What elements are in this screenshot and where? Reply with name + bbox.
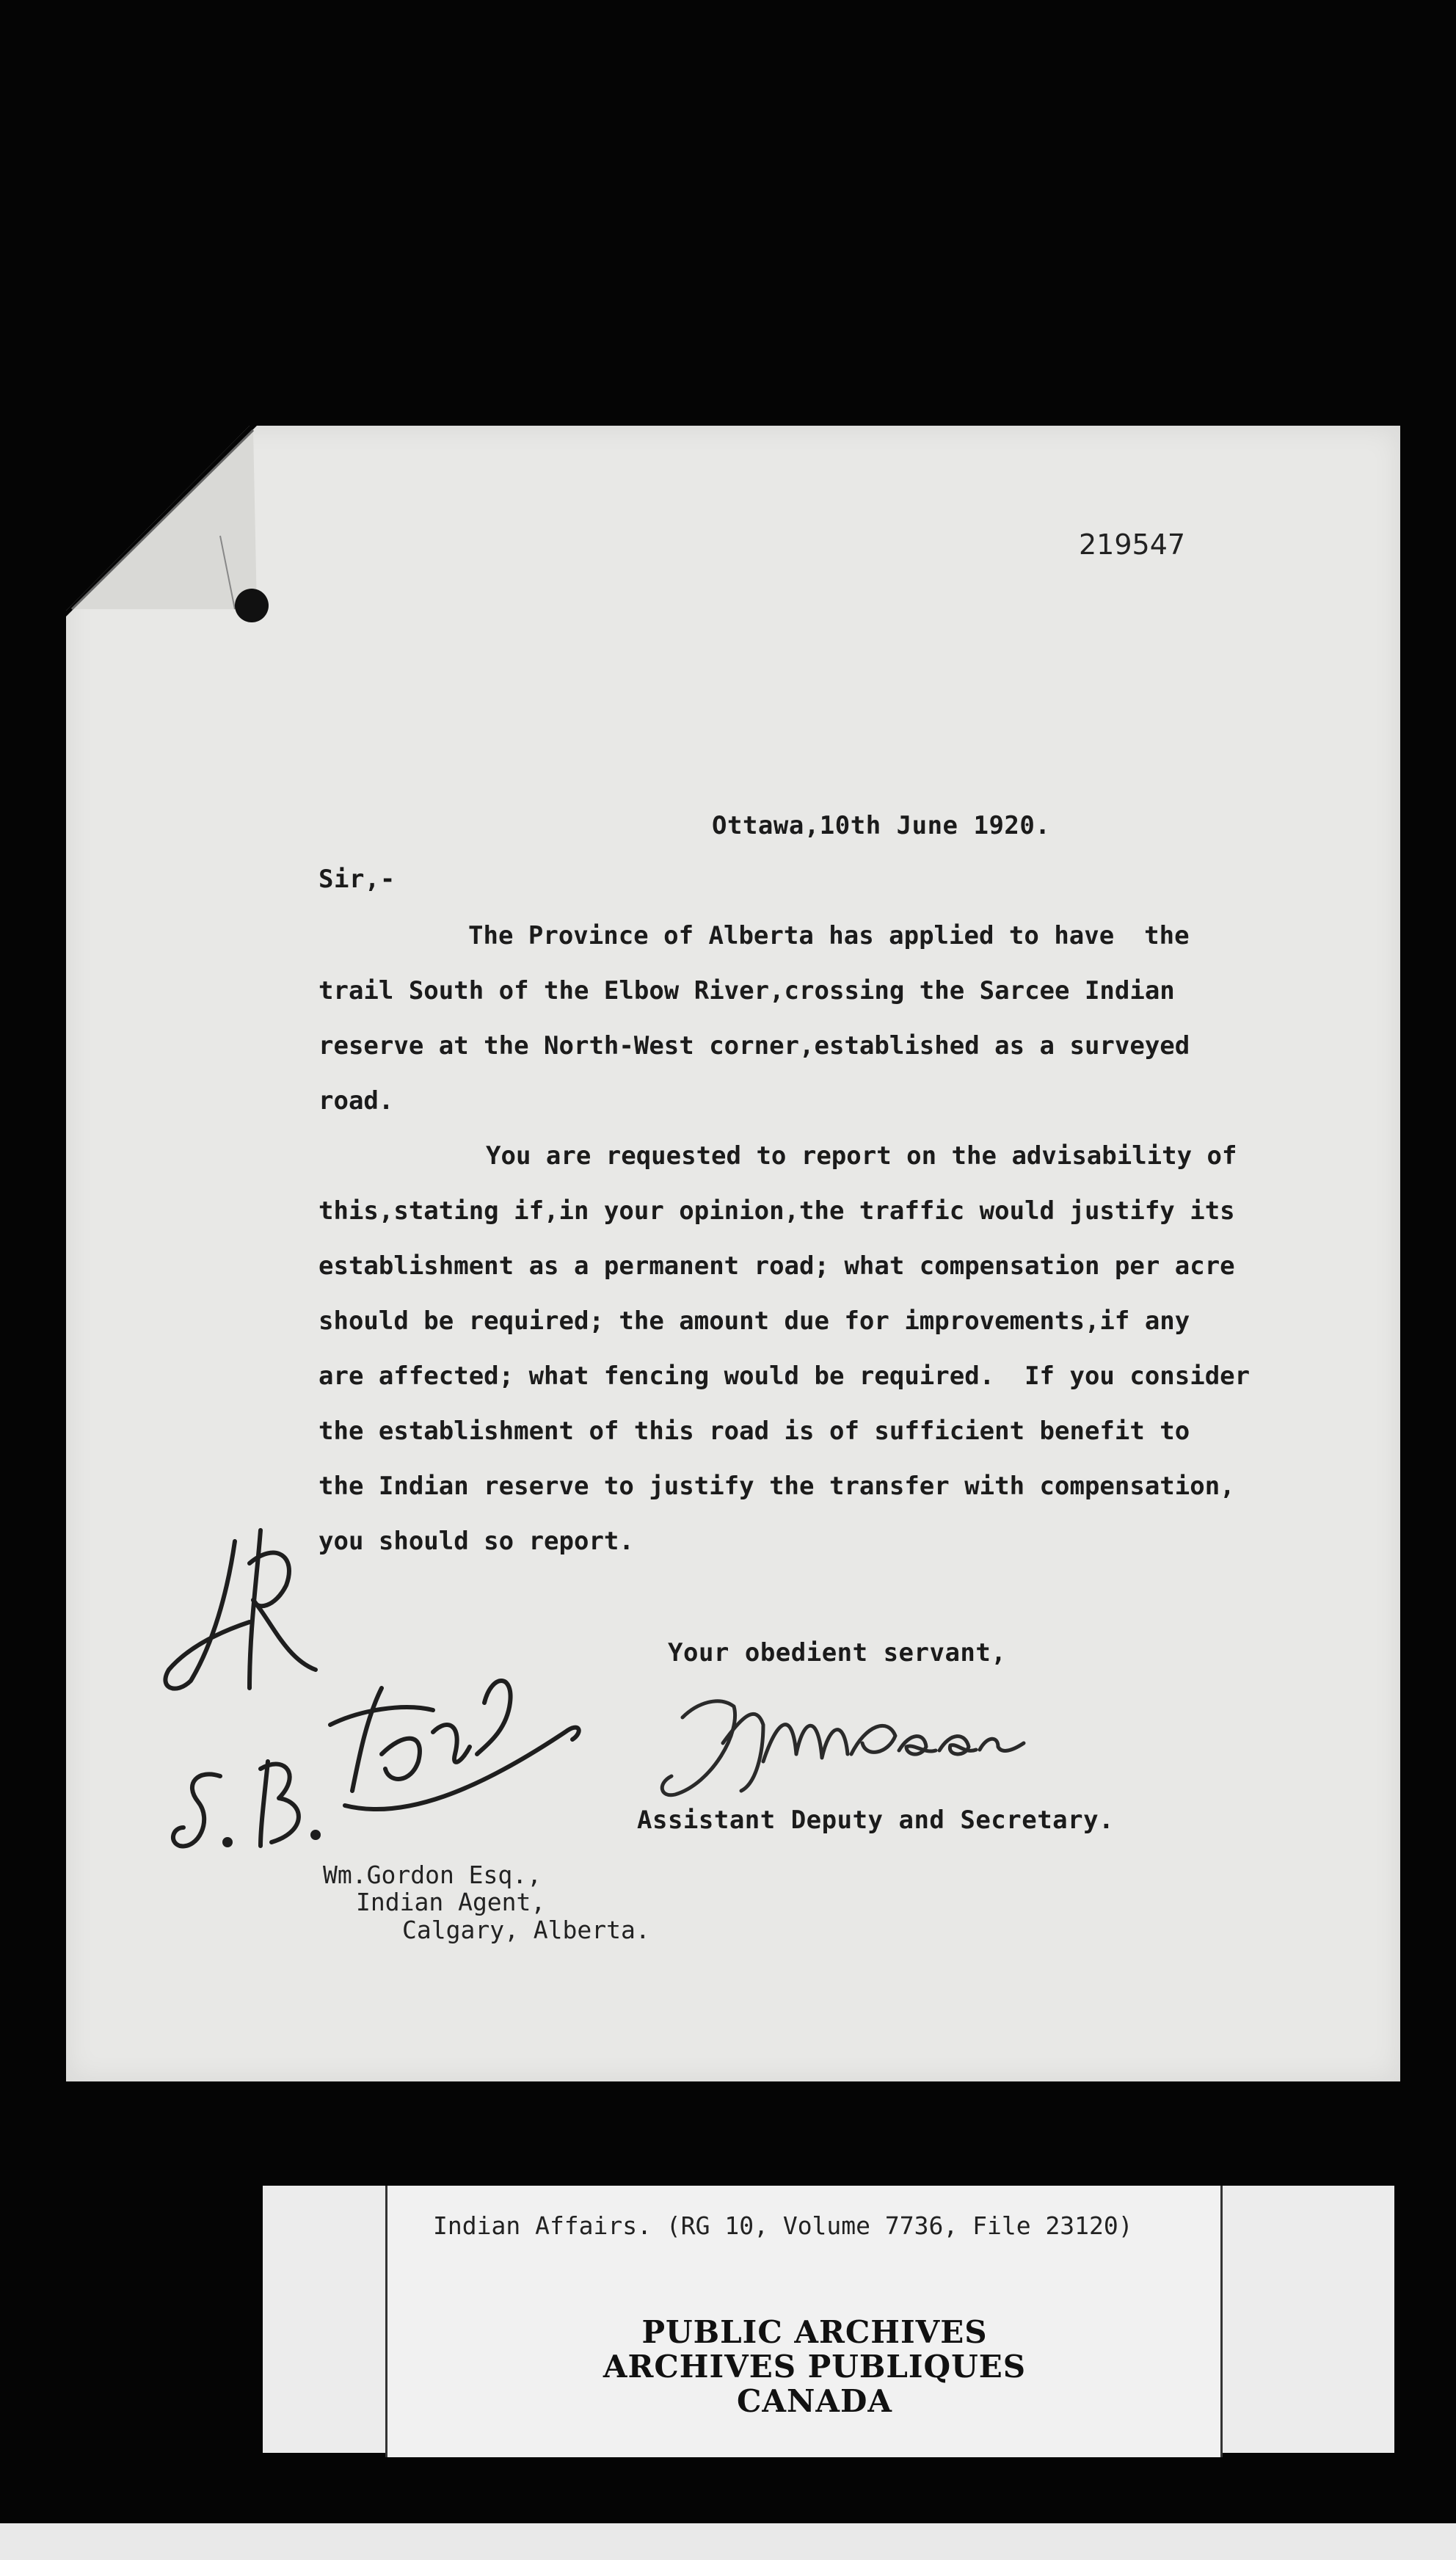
signatory-title: Assistant Deputy and Secretary.: [637, 1806, 1115, 1835]
body-line: you should so report.: [318, 1527, 634, 1556]
handwritten-initials: [139, 1512, 609, 1894]
punch-hole: [235, 589, 269, 622]
date-line: Ottawa,10th June 1920.: [712, 811, 1051, 840]
body-line: You are requested to report on the advisability of: [486, 1141, 1237, 1171]
body-line: the Indian reserve to justify the transfer with compensation,: [318, 1472, 1235, 1501]
archive-name-line: PUBLIC ARCHIVES: [641, 2314, 988, 2350]
body-line: should be required; the amount due for improvements,if any: [318, 1306, 1190, 1336]
handwritten-signature: [653, 1673, 1035, 1813]
body-line: reserve at the North-West corner,established as a surveyed: [318, 1031, 1190, 1061]
closing: Your obedient servant,: [668, 1638, 1007, 1668]
salutation: Sir,-: [318, 865, 396, 894]
bottom-strip: [0, 2523, 1456, 2560]
archive-name-line: ARCHIVES PUBLIQUES: [603, 2349, 1027, 2385]
body-line: trail South of the Elbow River,crossing the Sarcee Indian: [318, 976, 1175, 1006]
archive-name-line: CANADA: [736, 2383, 892, 2419]
body-line: are affected; what fencing would be required. If you consider: [318, 1361, 1251, 1391]
addressee-line: Wm.Gordon Esq.,: [323, 1861, 542, 1889]
body-line: establishment as a permanent road; what compensation per acre: [318, 1251, 1235, 1281]
archive-reference: Indian Affairs. (RG 10, Volume 7736, File 23120): [433, 2211, 1133, 2240]
body-line: The Province of Alberta has applied to have the: [468, 921, 1190, 950]
body-line: the establishment of this road is of sufficient benefit to: [318, 1417, 1190, 1446]
file-number: 219547: [1079, 528, 1186, 561]
addressee-line: Indian Agent,: [356, 1888, 546, 1916]
body-line: road.: [318, 1086, 394, 1116]
body-line: this,stating if,in your opinion,the traffic would justify its: [318, 1196, 1235, 1226]
addressee-line: Calgary, Alberta.: [402, 1916, 650, 1944]
folded-corner: [66, 426, 257, 617]
